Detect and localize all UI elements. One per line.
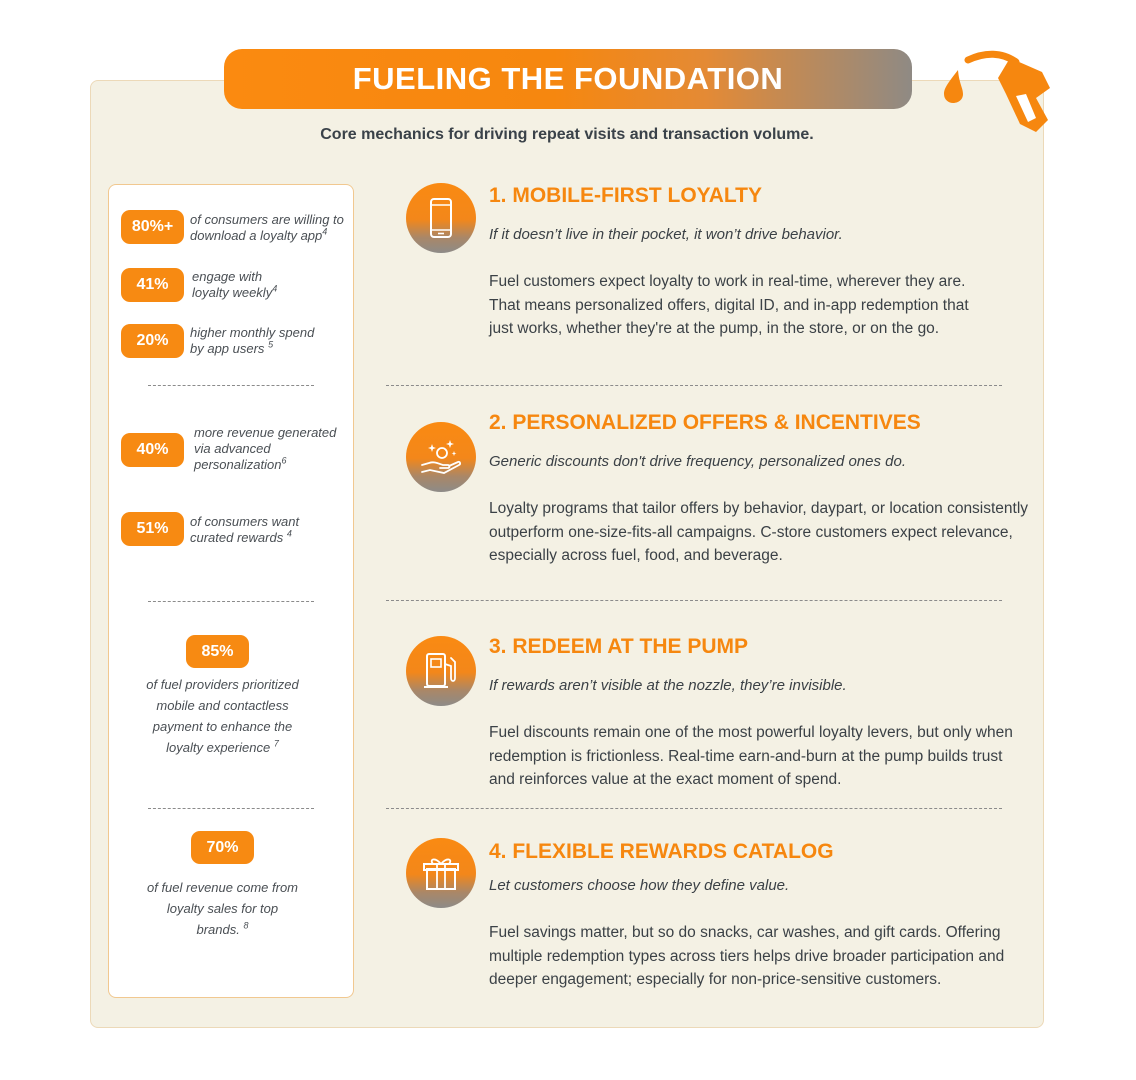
section-divider (386, 808, 1002, 809)
section-lead: Generic discounts don't drive frequency, personalized ones do. (489, 453, 906, 470)
stat-description: of fuel providers prioritized mobile and contactless payment to enhance the loyalty experience $^7$ (146, 677, 299, 755)
stat-value: 51% (121, 512, 184, 546)
section-title: 2. PERSONALIZED OFFERS & INCENTIVES (489, 411, 921, 434)
section-body: Fuel customers expect loyalty to work in real-time, wherever they are. That means personalized offers, digital ID, and in-app redemption that just works, whether they're at the pump, in the store, or on the go. (489, 273, 969, 337)
page-subtitle: Core mechanics for driving repeat visits and transaction volume. (320, 126, 814, 143)
stat-value: 20% (121, 324, 184, 358)
stat-description: engage with loyalty weekly$^4$ (192, 269, 278, 300)
stat-description: higher monthly spend by app users $^5$ (190, 325, 315, 356)
section-lead: If rewards aren’t visible at the nozzle, they’re invisible. (489, 677, 847, 694)
stat-description: of fuel revenue come from loyalty sales for top brands. $^8$ (146, 880, 299, 937)
section-divider (386, 600, 1002, 601)
section-title: 4. FLEXIBLE REWARDS CATALOG (489, 840, 834, 863)
page-title: FUELING THE FOUNDATION (352, 61, 784, 96)
hand-sparkle-icon (418, 434, 464, 480)
section-body: Fuel savings matter, but so do snacks, car washes, and gift cards. Offering multiple redemption types across tiers helps drive broader participation and deeper engagement; especially for non-price-sensitive customers. (489, 924, 1005, 988)
stats-divider (148, 385, 314, 386)
gift-icon (421, 853, 461, 893)
section-lead: Let customers choose how they define value. (489, 877, 790, 894)
section-lead: If it doesn’t live in their pocket, it won’t drive behavior. (489, 226, 843, 243)
section-body: Fuel discounts remain one of the most powerful loyalty levers, but only when redemption is frictionless. Real-time earn-and-burn at the pump builds trust and reinforces value at the exact moment of spend. (489, 724, 1013, 788)
section-icon-circle (406, 422, 476, 492)
section-divider (386, 385, 1002, 386)
stat-description: of consumers want curated rewards $^4$ (190, 514, 300, 545)
stats-divider (148, 601, 314, 602)
stat-value: 80%+ (121, 210, 184, 244)
stat-description: more revenue generated via advanced personalization$^6$ (194, 425, 337, 472)
section-icon-circle (406, 838, 476, 908)
stat-value: 70% (191, 831, 254, 864)
section-icon-circle (406, 636, 476, 706)
page-title-banner (224, 49, 912, 109)
stat-value: 41% (121, 268, 184, 302)
stats-sidebar (108, 184, 354, 998)
section-icon-circle (406, 183, 476, 253)
section-body: Loyalty programs that tailor offers by behavior, daypart, or location consistently outperform one-size-fits-all campaigns. C-store customers expect relevance, especially across fuel, food, and beverage. (489, 500, 1029, 564)
stats-divider (148, 808, 314, 809)
stat-value: 40% (121, 433, 184, 467)
section-title: 3. REDEEM AT THE PUMP (489, 635, 749, 658)
smartphone-icon (424, 196, 458, 240)
section-title: 1. MOBILE-FIRST LOYALTY (489, 184, 763, 207)
fuel-pump-icon (422, 650, 460, 692)
stat-value: 85% (186, 635, 249, 668)
stat-description: of consumers are willing to download a loyalty app$^4$ (190, 212, 344, 243)
